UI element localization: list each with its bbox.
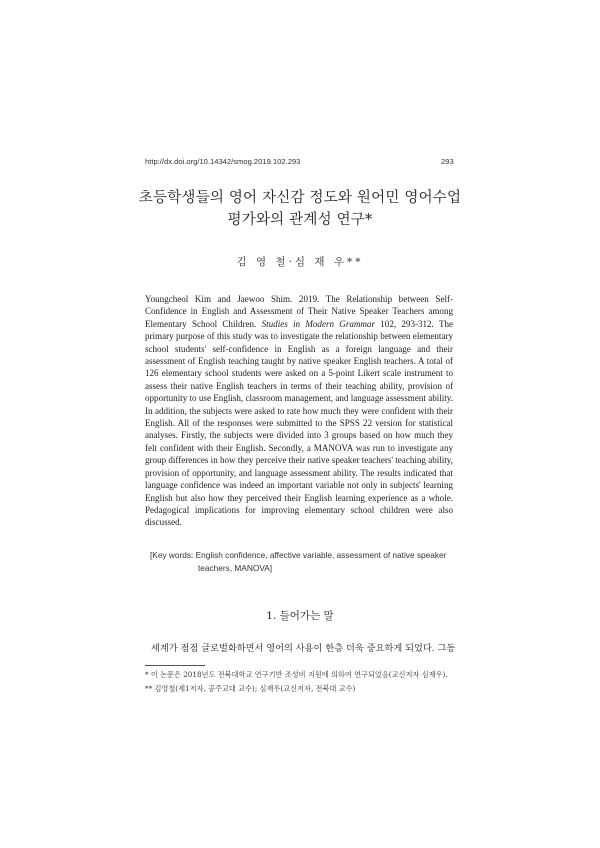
abstract-body: The primary purpose of this study was to investigate the relationship between elementary school students' self-confidence in English as a foreign language and their assessment of English teaching taught by native speaker English teachers. A total of 126 elementary school students were asked on a 5-point Likert scale instrument to assess their native English teachers in terms of their teaching ability, provision of opportunity to use English, classroom management, and language assessment ability. In addition, the subjects were asked to rate how much they were confident with their English. All of the responses were submitted to the SPSS 22 version for statistical analyses. Firstly, the subjects were divided into 3 groups based on how much they felt confident with their English. Secondly, a MANOVA was run to investigate any group differences in how they perceive their native speaker teachers' teaching ability, provision of opportunity, and language assessment ability. The results indicated that language confidence was indeed an important variable not only in subjects' learning English but also how they perceived their English learning experience as a whole. Pedagogical implications for improving elementary school children were also discussed. <box>145 318 454 528</box>
keywords <box>150 549 460 574</box>
abstract <box>145 293 453 529</box>
paper-title-line-1: 초등학생들의 영어 자신감 정도와 원어민 영어수업 <box>138 190 462 206</box>
footnote-2: ** 김영철(제1저자, 공주교대 교수); 심재우(교신저자, 전북대 교수) <box>145 684 356 693</box>
footnote-1: * 이 논문은 2018년도 전북대학교 연구기반 조성비 지원에 의하여 연구되었음(교신저자 심재우). <box>145 670 448 679</box>
footnote-divider <box>145 665 205 666</box>
doi-link[interactable]: http://dx.doi.org/10.14342/smog.2019.102.293 <box>145 157 301 166</box>
section-heading: 1. 들어가는 말 <box>266 610 334 622</box>
authors: 김 영 철·심 재 우** <box>236 256 364 268</box>
keywords-line-1: [Key words: English confidence, affective variable, assessment of native speaker <box>150 550 447 560</box>
page-number: 293 <box>441 157 454 166</box>
journal-name: Studies in Modern Grammar <box>261 318 375 329</box>
body-paragraph: 세계가 점점 글로벌화하면서 영어의 사용이 한층 더욱 중요하게 되었다. 그동 <box>151 643 456 654</box>
paper-title-line-2: 평가와의 관계성 연구* <box>227 212 373 228</box>
abstract-citation: Youngcheol Kim and Jaewoo Shim. 2019. The Relationship between Self-Confidence in English and Assessment of Their Native Speaker Teachers among Elementary School Children. <box>145 294 453 329</box>
keywords-line-2: teachers, MANOVA] <box>198 562 273 573</box>
abstract-citation-pages: 102, 293-312. <box>380 318 434 329</box>
